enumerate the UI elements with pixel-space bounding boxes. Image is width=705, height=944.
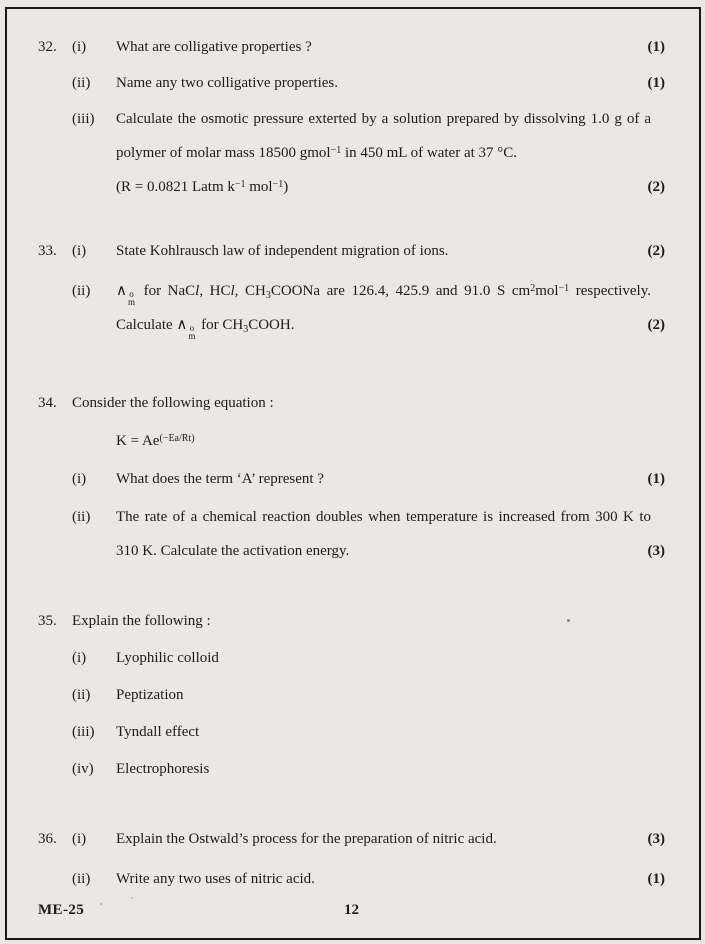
part-text: What are colligative properties ? xyxy=(116,39,312,55)
part-label: (i) xyxy=(72,39,87,55)
question-intro: Explain the following : xyxy=(72,613,211,629)
part-text: Peptization xyxy=(116,687,184,703)
question-part-row xyxy=(38,274,665,342)
page-footer xyxy=(38,900,665,920)
part-label: (i) xyxy=(72,471,87,487)
question-intro-row xyxy=(38,604,665,638)
marks: (1) xyxy=(647,871,665,887)
part-text: State Kohlrausch law of independent migration of ions. xyxy=(116,243,449,259)
marks: (1) xyxy=(647,75,665,91)
marks: (3) xyxy=(647,831,665,847)
marks: (1) xyxy=(647,471,665,487)
part-label: (ii) xyxy=(72,687,91,703)
question-intro-row xyxy=(38,386,665,420)
part-label: (ii) xyxy=(72,871,91,887)
part-label: (i) xyxy=(72,650,87,666)
part-label: (iii) xyxy=(72,111,95,127)
marks: (2) xyxy=(647,243,665,259)
question-32 xyxy=(38,30,665,204)
formula: $K = Ae^{(-Ea/Rt)}$ xyxy=(116,433,195,449)
part-text-continuation: (R = 0.0821 Latm $k^{-1}$ mol$^{-1}$) xyxy=(116,179,289,195)
question-part-row xyxy=(38,66,665,100)
question-part-row xyxy=(38,822,665,856)
part-text: Name any two colligative properties. xyxy=(116,75,339,91)
question-part-row xyxy=(38,462,665,496)
part-text: Explain the Ostwald’s process for the preparation of nitric acid. xyxy=(116,831,497,847)
question-part-row xyxy=(38,752,665,786)
marks: (2) xyxy=(647,317,665,333)
part-text: Electrophoresis xyxy=(116,761,210,777)
question-number: 32. xyxy=(38,39,57,55)
part-label: (iv) xyxy=(72,761,94,777)
question-part-row xyxy=(38,715,665,749)
part-text: The rate of a chemical reaction doubles when temperature is increased from 300 K to 310 K. Calculate the activation energy. xyxy=(116,509,651,559)
part-label: (ii) xyxy=(72,509,91,525)
marks: (3) xyxy=(647,543,665,559)
marks: (2) xyxy=(647,179,665,195)
question-part-row xyxy=(38,102,665,170)
question-number: 35. xyxy=(38,613,57,629)
marks: (1) xyxy=(647,39,665,55)
part-label: (ii) xyxy=(72,283,91,299)
formula-row xyxy=(38,424,665,458)
question-33 xyxy=(38,234,665,342)
question-36 xyxy=(38,822,665,896)
question-intro: Consider the following equation : xyxy=(72,395,274,411)
question-part-row xyxy=(38,678,665,712)
part-label: (iii) xyxy=(72,724,95,740)
question-part-row xyxy=(38,641,665,675)
part-text: ∧ o m for NaCl, HCl, $CH_3COONa$ are 126.4, 425.9 and 91.0 S $cm^2mol^{-1}$ respectively. Calculate ∧ o m for $CH_3COOH$. xyxy=(116,283,651,341)
part-text: Lyophilic colloid xyxy=(116,650,219,666)
question-number: 33. xyxy=(38,243,57,259)
question-34 xyxy=(38,386,665,568)
part-label: (ii) xyxy=(72,75,91,91)
footer-code: ME-25 xyxy=(38,902,85,918)
page-number: 12 xyxy=(344,902,359,918)
question-35 xyxy=(38,604,665,786)
question-number: 36. xyxy=(38,831,57,847)
question-part-row xyxy=(38,234,665,268)
question-part-row xyxy=(38,862,665,896)
question-number: 34. xyxy=(38,395,57,411)
part-text: Write any two uses of nitric acid. xyxy=(116,871,315,887)
question-part-row xyxy=(38,170,665,204)
part-label: (i) xyxy=(72,243,87,259)
question-part-row xyxy=(38,500,665,568)
part-text: What does the term ‘A’ represent ? xyxy=(116,471,324,487)
part-text: Tyndall effect xyxy=(116,724,200,740)
question-part-row xyxy=(38,30,665,64)
part-label: (i) xyxy=(72,831,87,847)
part-text: Calculate the osmotic pressure exterted by a solution prepared by dissolving 1.0 g of a polymer of molar mass 18500 gmol$^{-1}$ in 450 mL of water at 37 °C. xyxy=(116,111,651,161)
